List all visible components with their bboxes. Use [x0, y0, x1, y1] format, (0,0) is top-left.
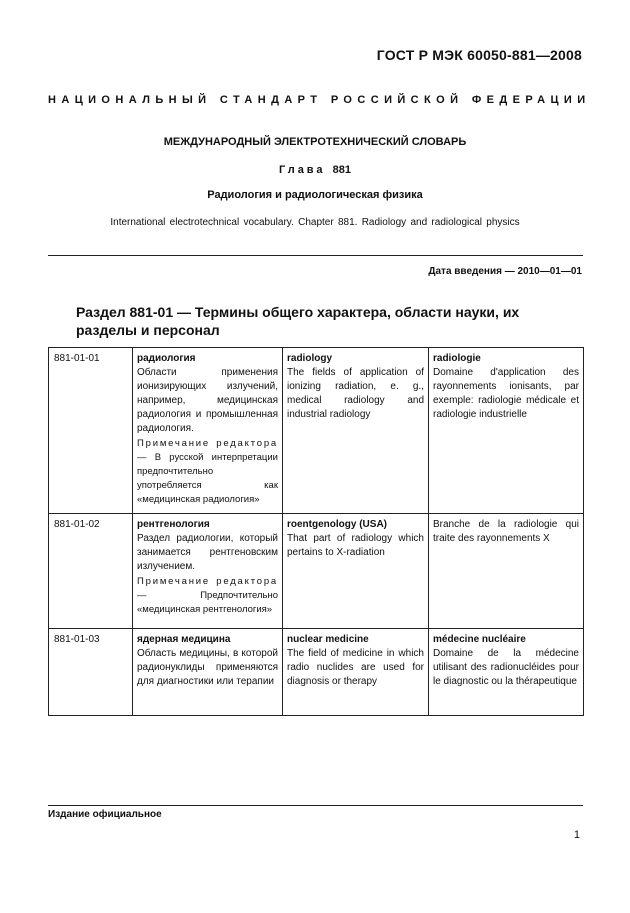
russian-term: радиология: [137, 353, 196, 364]
russian-cell: [133, 629, 283, 716]
russian-cell: [133, 514, 283, 629]
english-term: radiology: [287, 353, 333, 364]
french-term: radiologie: [433, 353, 481, 364]
english-cell: [283, 514, 429, 629]
russian-definition: Области применения ионизирующих излучений, например, медицинская радиология и промышленная радиология.: [137, 367, 278, 434]
english-definition: The fields of application of ionizing radiation, e. g., medical radiology and industrial radiology: [287, 367, 424, 420]
russian-term: ядерная медицина: [137, 634, 231, 645]
english-cell: [283, 348, 429, 514]
table-row: [49, 629, 584, 716]
table-row: [49, 514, 584, 629]
french-cell: [429, 514, 584, 629]
term-number: 881-01-03: [49, 629, 133, 716]
editor-note-text: — Предпочтительно «медицинская рентгенология»: [137, 590, 278, 615]
terms-table: [48, 347, 584, 716]
french-term: médecine nucléaire: [433, 634, 526, 645]
english-definition: The field of medicine in which radio nuclides are used for diagnosis or therapy: [287, 648, 424, 687]
editor-note: [137, 575, 278, 617]
chapter-number: 881: [332, 164, 351, 176]
subtitle-english: International electrotechnical vocabulary. Chapter 881. Radiology and radiological physics: [110, 217, 520, 228]
english-definition: That part of radiology which pertains to X-radiation: [287, 533, 424, 558]
editor-note-label: Примечание редактора: [137, 438, 278, 449]
french-definition: Domaine de la médecine utilisant des radionucléides pour le diagnostic ou la thérapeutique: [433, 648, 579, 687]
term-number: 881-01-02: [49, 514, 133, 629]
editor-note-text: — В русской интерпретации предпочтительно употребляется как «медицинская радиология»: [137, 452, 278, 505]
french-definition: Domaine d'application des rayonnements ionisants, par exemple: radiologie médicale et radiologie industrielle: [433, 367, 579, 420]
table-row: [49, 348, 584, 514]
russian-cell: [133, 348, 283, 514]
english-cell: [283, 629, 429, 716]
footer-divider: [48, 805, 583, 806]
editor-note: [137, 437, 278, 507]
french-definition: Branche de la radiologie qui traite des rayonnements X: [433, 519, 579, 544]
chapter-heading: [48, 164, 582, 176]
term-number: 881-01-01: [49, 348, 133, 514]
english-term: roentgenology (USA): [287, 519, 387, 530]
document-code: ГОСТ Р МЭК 60050-881—2008: [376, 47, 582, 63]
russian-definition: Раздел радиологии, который занимается рентгеновским излучением.: [137, 533, 278, 572]
english-term: nuclear medicine: [287, 634, 369, 645]
national-standard-heading: НАЦИОНАЛЬНЫЙ СТАНДАРТ РОССИЙСКОЙ ФЕДЕРАЦИИ: [48, 94, 591, 106]
russian-term: рентгенология: [137, 519, 210, 530]
dictionary-title: МЕЖДУНАРОДНЫЙ ЭЛЕКТРОТЕХНИЧЕСКИЙ СЛОВАРЬ: [163, 136, 467, 148]
french-cell: [429, 629, 584, 716]
top-divider: [48, 255, 583, 256]
french-cell: [429, 348, 584, 514]
introduction-date: Дата введения — 2010—01—01: [428, 266, 582, 277]
editor-note-label: Примечание редактора: [137, 576, 278, 587]
official-edition-label: Издание официальное: [48, 809, 162, 820]
subtitle-russian: Радиология и радиологическая физика: [207, 189, 423, 201]
russian-definition: Область медицины, в которой радионуклиды применяются для диагностики или терапии: [137, 648, 278, 687]
section-title: Раздел 881-01 — Термины общего характера, области науки, их разделы и персонал: [76, 304, 520, 338]
page-number: 1: [573, 829, 580, 841]
chapter-word: Глава: [279, 164, 326, 176]
